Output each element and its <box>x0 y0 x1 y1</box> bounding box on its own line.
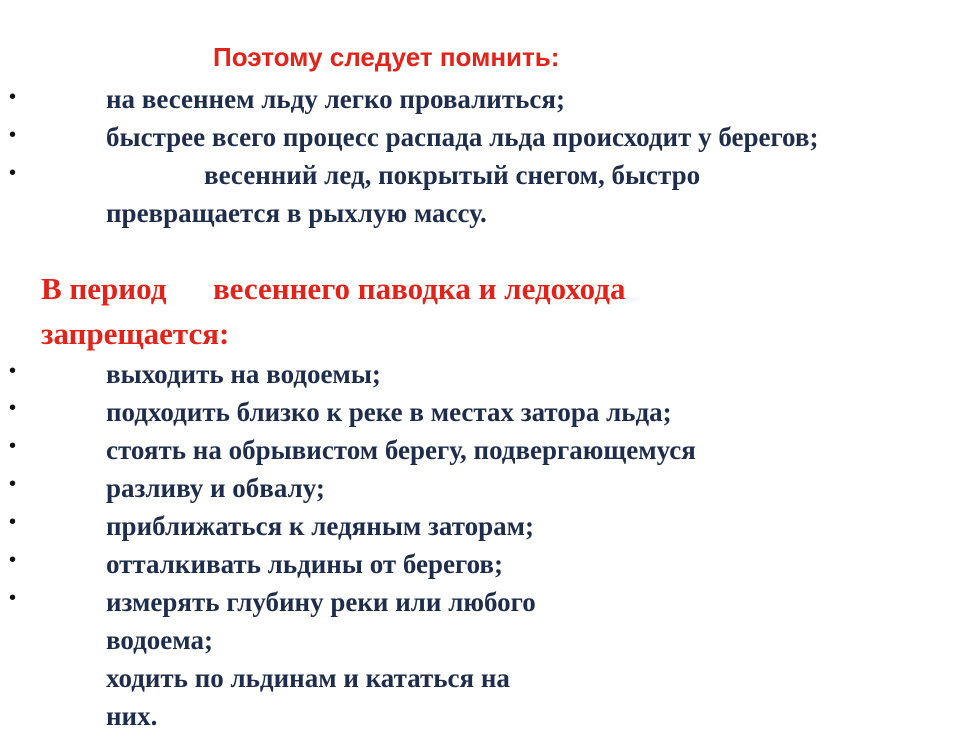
bullet-marker: • <box>9 360 17 382</box>
bullet-marker: • <box>9 587 17 609</box>
list-item-continuation: них. <box>106 701 158 731</box>
list-item: быстрее всего процесс распада льда происходит у берегов; <box>106 122 819 152</box>
list-item: отталкивать льдины от берегов; <box>106 549 503 579</box>
list-item: приближаться к ледяным заторам; <box>106 511 535 541</box>
list-item: стоять на обрывистом берегу, подвергающемуся <box>106 435 696 465</box>
list-item: разливу и обвалу; <box>106 473 325 503</box>
section2-heading-line1: В период весеннего паводка и ледохода <box>41 271 626 306</box>
bullet-marker: • <box>9 124 17 146</box>
list-item: на весеннем льду легко провалиться; <box>106 84 565 114</box>
bullet-marker: • <box>9 549 17 571</box>
bullet-marker: • <box>9 162 17 184</box>
list-item: подходить близко к реке в местах затора льда; <box>106 397 672 427</box>
bullet-marker: • <box>9 511 17 533</box>
bullet-marker: • <box>9 435 17 457</box>
bullet-marker: • <box>9 86 17 108</box>
list-item: весенний лед, покрытый снегом, быстро <box>204 160 701 190</box>
bullet-marker: • <box>9 397 17 419</box>
list-item-continuation: водоема; <box>106 625 213 655</box>
section2-heading-line2: запрещается: <box>41 316 230 351</box>
bullet-marker: • <box>9 473 17 495</box>
list-item: выходить на водоемы; <box>106 359 381 389</box>
list-item: измерять глубину реки или любого <box>106 587 536 617</box>
list-item-continuation: превращается в рыхлую массу. <box>106 198 487 228</box>
section1-heading: Поэтому следует помнить: <box>213 42 560 72</box>
list-item: ходить по льдинам и кататься на <box>106 663 510 693</box>
